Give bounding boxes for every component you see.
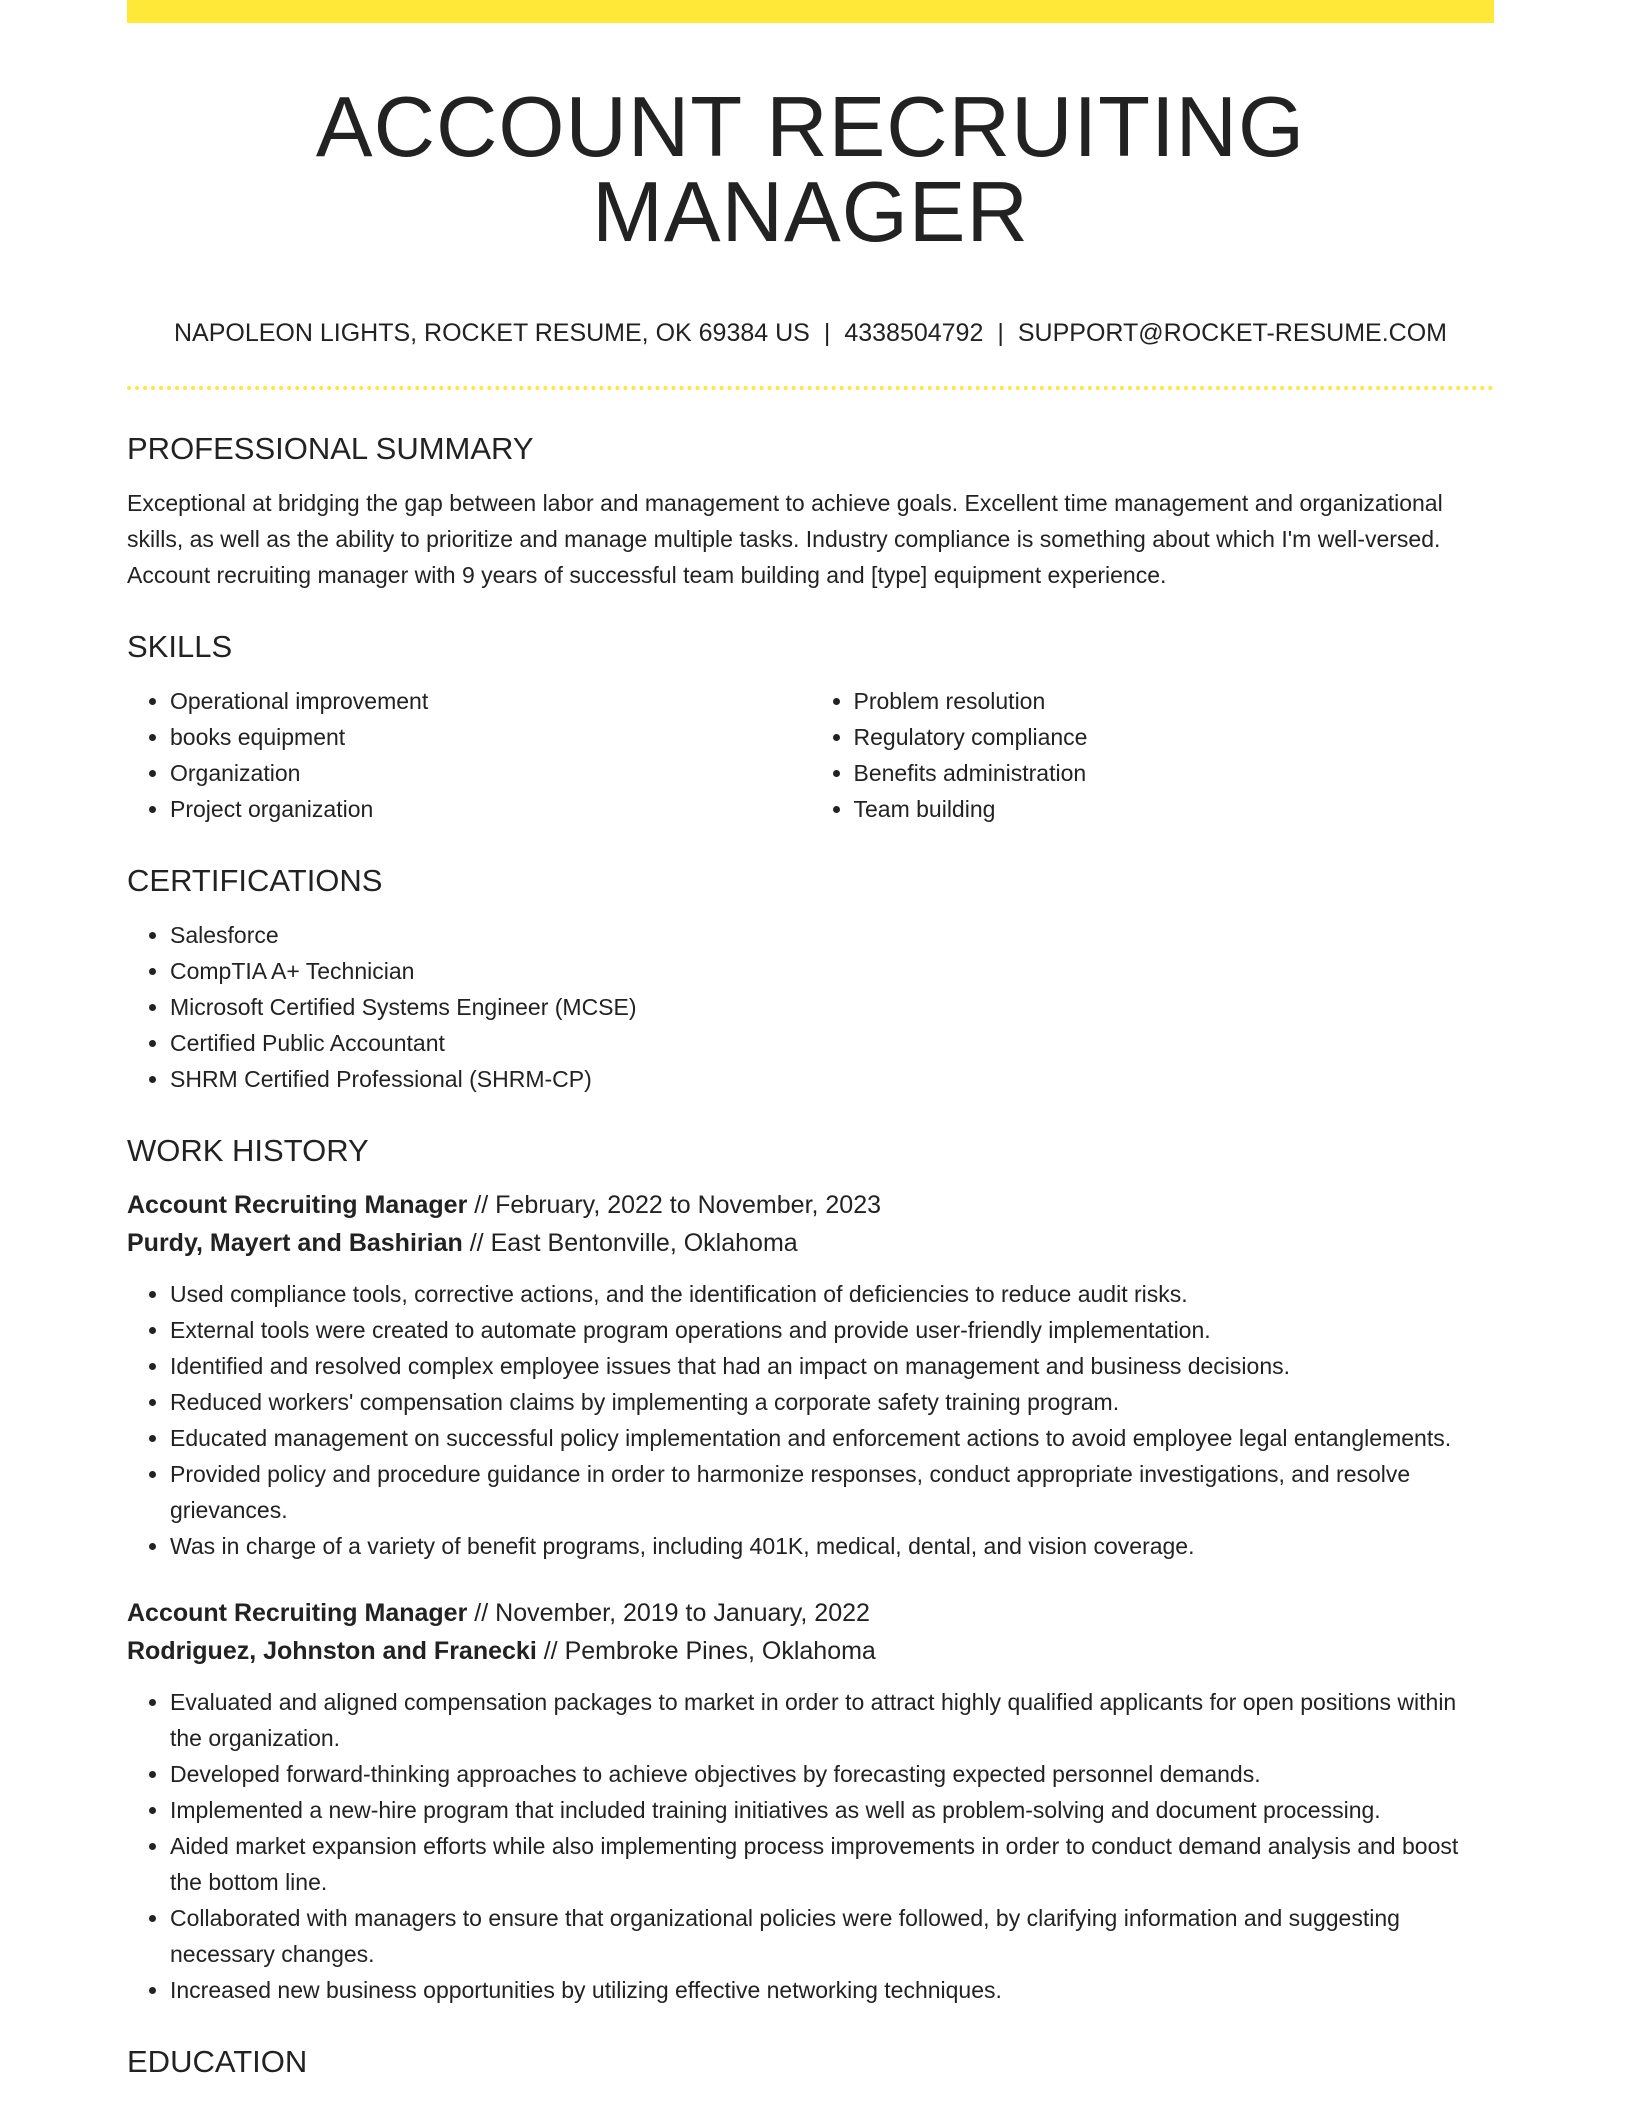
skill-item: • books equipment — [170, 719, 811, 755]
certification-item: • SHRM Certified Professional (SHRM-CP) — [170, 1061, 1494, 1097]
address: NAPOLEON LIGHTS, ROCKET RESUME, OK 69384 US — [173, 319, 810, 347]
job-bullet: • Provided policy and procedure guidance in order to harmonize responses, conduct appropriate investigations, and resolve grievances. — [170, 1456, 1494, 1528]
certification-item: • Certified Public Accountant — [170, 1025, 1494, 1061]
summary-title: PROFESSIONAL SUMMARY — [127, 431, 534, 466]
work-history-title: WORK HISTORY — [127, 1133, 369, 1168]
certifications-list — [127, 917, 1494, 1097]
job-title-line — [127, 1594, 1494, 1632]
skill-item: • Regulatory compliance — [854, 719, 1495, 755]
job-bullet: • Educated management on successful policy implementation and enforcement actions to avoid employee legal entanglements. — [170, 1420, 1494, 1456]
accent-bar — [127, 0, 1494, 23]
dotted-divider — [127, 386, 1494, 390]
job-title-line — [127, 1186, 1494, 1224]
skills-column-right — [811, 683, 1495, 827]
job-bullet: • Implemented a new-hire program that included training initiatives as well as problem-solving and document processing. — [170, 1792, 1494, 1828]
job-bullet: • Was in charge of a variety of benefit programs, including 401K, medical, dental, and vision coverage. — [170, 1528, 1494, 1564]
job-company-line — [127, 1632, 1494, 1670]
certification-item: • CompTIA A+ Technician — [170, 953, 1494, 989]
job-dates: November, 2019 to January, 2022 — [495, 1599, 870, 1627]
skill-item: • Operational improvement — [170, 683, 811, 719]
job-location: East Bentonville, Oklahoma — [490, 1229, 798, 1257]
job-entry — [127, 1186, 1494, 1564]
job-bullet: • Aided market expansion efforts while also implementing process improvements in order to conduct demand analysis and boost the bottom line. — [170, 1828, 1494, 1900]
certification-item: • Microsoft Certified Systems Engineer (MCSE) — [170, 989, 1494, 1025]
job-separator: // — [543, 1637, 558, 1665]
job-bullet: • Reduced workers' compensation claims by implementing a corporate safety training program. — [170, 1384, 1494, 1420]
contact-separator: | — [997, 319, 1004, 347]
job-company: Rodriguez, Johnston and Franecki — [127, 1637, 537, 1665]
skills-list — [127, 683, 1494, 827]
job-dates: February, 2022 to November, 2023 — [495, 1191, 882, 1219]
resume-page — [127, 0, 1494, 2077]
job-bullet: • Collaborated with managers to ensure that organizational policies were followed, by clarifying information and suggesting necessary changes. — [170, 1900, 1494, 1972]
skill-item: • Project organization — [170, 791, 811, 827]
job-bullets — [127, 1276, 1494, 1564]
skill-item: • Organization — [170, 755, 811, 791]
job-company-line — [127, 1224, 1494, 1262]
certifications-title: CERTIFICATIONS — [127, 863, 383, 898]
job-bullet: • Increased new business opportunities by utilizing effective networking techniques. — [170, 1972, 1494, 2008]
contact-line — [127, 321, 1494, 346]
page-title: ACCOUNT RECRUITING MANAGER — [315, 80, 1306, 260]
job-separator: // — [474, 1191, 489, 1219]
education-title: EDUCATION — [127, 2044, 308, 2079]
skill-item: • Problem resolution — [854, 683, 1495, 719]
skill-item: • Team building — [854, 791, 1495, 827]
job-bullets — [127, 1684, 1494, 2008]
skills-column-left — [127, 683, 811, 827]
job-role: Account Recruiting Manager — [127, 1191, 468, 1219]
skill-item: • Benefits administration — [854, 755, 1495, 791]
summary-text: Exceptional at bridging the gap between labor and management to achieve goals. Excellent time management and organizational skills, as well as the ability to prioritize and manage multiple tasks. Industry compliance is something about which I'm well-versed. Account recruiting manager with 9 years of successful team building and [type] equipment experience. — [127, 490, 1443, 588]
job-role: Account Recruiting Manager — [127, 1599, 468, 1627]
skills-title: SKILLS — [127, 629, 233, 664]
job-bullet: • External tools were created to automate program operations and provide user-friendly implementation. — [170, 1312, 1494, 1348]
job-company: Purdy, Mayert and Bashirian — [127, 1229, 463, 1257]
job-separator: // — [474, 1599, 489, 1627]
job-bullet: • Developed forward-thinking approaches to achieve objectives by forecasting expected personnel demands. — [170, 1756, 1494, 1792]
certification-item: • Salesforce — [170, 917, 1494, 953]
job-separator: // — [469, 1229, 484, 1257]
job-bullet: • Used compliance tools, corrective actions, and the identification of deficiencies to reduce audit risks. — [170, 1276, 1494, 1312]
job-location: Pembroke Pines, Oklahoma — [564, 1637, 876, 1665]
job-bullet: • Evaluated and aligned compensation packages to market in order to attract highly qualified applicants for open positions within the organization. — [170, 1684, 1494, 1756]
job-bullet: • Identified and resolved complex employee issues that had an impact on management and business decisions. — [170, 1348, 1494, 1384]
email-link[interactable]: SUPPORT@ROCKET-RESUME.COM — [1017, 319, 1448, 347]
phone: 4338504792 — [844, 319, 984, 347]
job-entry — [127, 1594, 1494, 2008]
contact-separator: | — [823, 319, 831, 347]
